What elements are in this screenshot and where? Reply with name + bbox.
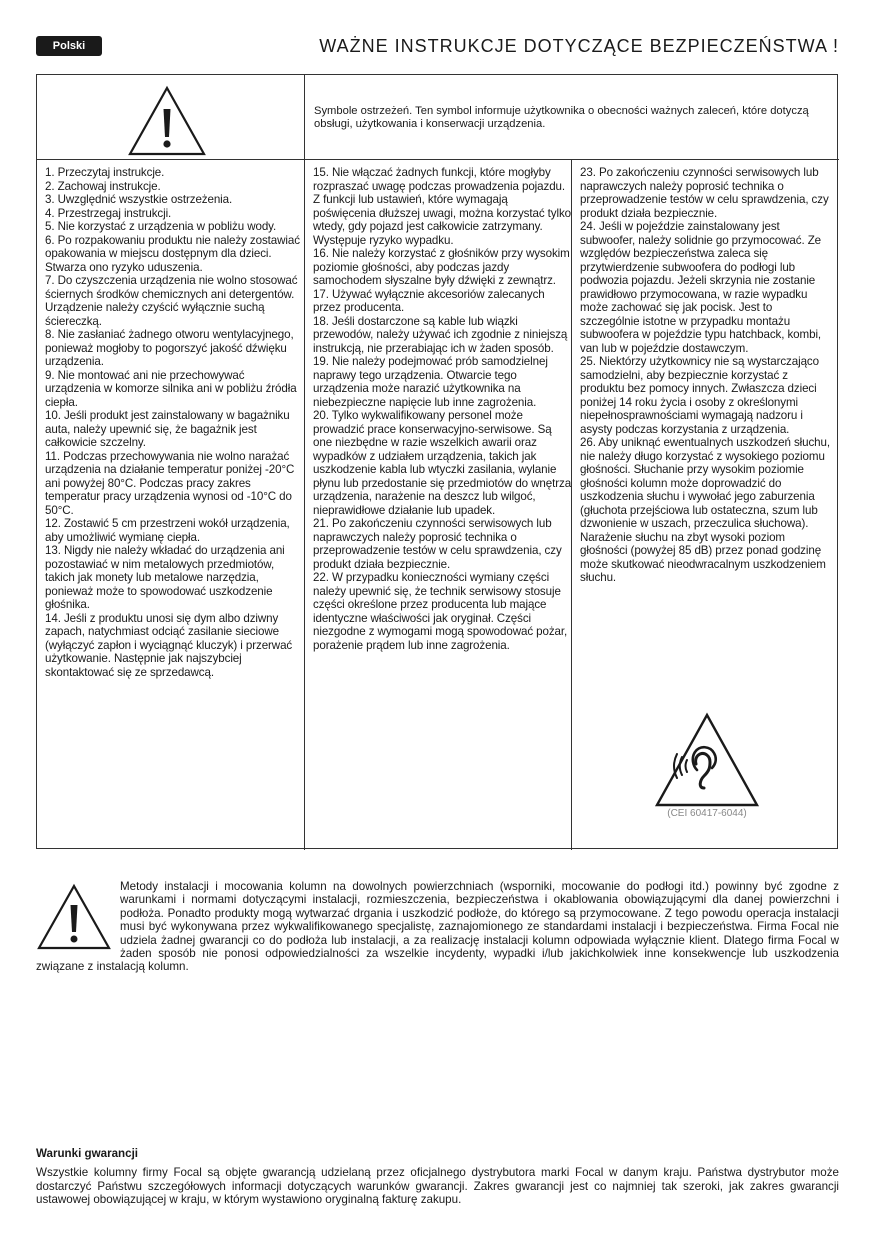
instructions-text-3: 23. Po zakończeniu czynności serwisowych lub naprawczych należy poprosić technika o przeprowadzenie testów w celu sprawdzenia, czy produkt działa bezpiecznie. 24. Jeśli w pojeździe zainstalowany jest subwoofer, należy solidnie go przymocować. Ze względów bezpieczeństwa zaleca się przytwierdzenie subwoofera do podłogi lub podwozia pojazdu. Jeżeli skrzynia nie zostanie prawidłowo przymocowana, w razie wypadku może zachować się jak pocisk. Jest to szczególnie istotne w przypadku montażu subwoofera w pojeździe typu hatchback, kombi, van lub w pojeździe dostawczym. 25. Niektórzy użytkownicy nie są wystarczająco samodzielni, aby bezpiecznie korzystać z produktu bez pomocy innych. Zwłaszcza dzieci poniżej 14 roku życia i osoby z określonymi niepełnosprawnościami wymagają nadzoru i asysty podczas korzystania z urządzenia. 26. Aby uniknąć ewentualnych uszkodzeń słuchu, nie należy długo korzystać z wysokiego poziomu głośności. Słuchanie przy wysokim poziomie głośności kolumn może doprowadzić do uszkodzenia słuchu i wywołać jego zaburzenia (głuchota przejściowa lub ostateczna, szum lub dzwonienie w uszach, przeczulica słuchowa). Narażenie słuchu na zbyt wysoki poziom głośności (powyżej 85 dB) przez ponad godzinę może skutkować nieodwracalnym uszkodzeniem słuchu. [580, 166, 830, 584]
row-divider [37, 159, 839, 160]
language-badge: Polski [36, 36, 102, 56]
instructions-column-1 [45, 166, 303, 679]
instructions-column-3 [580, 166, 834, 585]
hearing-damage-icon [654, 712, 760, 808]
standard-reference: (CEI 60417-6044) [667, 808, 747, 819]
installation-notice-text: Metody instalacji i mocowania kolumn na dowolnych powierzchniach (wsporniki, mocowanie do podłogi itd.) powinny być zgodne z warunkami i normami dotyczącymi instalacji, rozmieszczenia, bezpieczeństwa i okablowania obowiązującymi dla danej powierzchni i podłoża. Ponadto produkty mogą wytwarzać drgania i uszkodzić podłoże, do którego są przymocowane. Z tego powodu operacja instalacji musi być wykonywana przez wykwalifikowanego specjalistę, zaznajomionego ze standardami instalacji i bezpieczeństwa. Firma Focal nie udziela żadnej gwarancji co do podłoża lub instalacji, a za realizację instalacji kolumn odpowiada wyłącznie klient. Dlatego firma Focal w żaden sposób nie ponosi odpowiedzialności za wszelkie incydenty, wypadki i/lub jakichkolwiek inne konsekwencje lub uszkodzenia związane z instalacją kolumn. [36, 880, 839, 974]
warning-symbol-description: Symbole ostrzeżeń. Ten symbol informuje użytkownika o obecności ważnych zaleceń, które dotyczą obsługi, użytkowania i konserwacji urządzenia. [314, 105, 809, 130]
installation-notice [36, 880, 839, 974]
warranty-text: Wszystkie kolumny firmy Focal są objęte gwarancją udzielaną przez oficjalnego dystrybutora marki Focal w danym kraju. Państwa dystrybutor może dostarczyć Państwu szczegółowych informacji dotyczących warunków gwarancji. Zakres gwarancji jest co najmniej tak szeroki, jak zakres gwarancji ustawowej obowiązującej w kraju, w którym wystawiono oryginalną fakturę zakupu. [36, 1166, 839, 1207]
instructions-text-1: 1. Przeczytaj instrukcje. 2. Zachowaj instrukcje. 3. Uwzględnić wszystkie ostrzeżenia. 4. Przestrzegaj instrukcji. 5. Nie korzystać z urządzenia w pobliżu wody. 6. Po rozpakowaniu produktu nie należy zostawiać opakowania w miejscu dostępnym dla dzieci. Stwarza ono ryzyko uduszenia. 7. Do czyszczenia urządzenia nie wolno stosować ściernych środków chemicznych ani detergentów. Urządzenie należy czyścić wyłącznie suchą ściereczką. 8. Nie zasłaniać żadnego otworu wentylacyjnego, ponieważ mogłoby to pogorszyć jakość dźwięku urządzenia. 9. Nie montować ani nie przechowywać urządzenia w komorze silnika ani w pobliżu źródła ciepła. 10. Jeśli produkt jest zainstalowany w bagażniku auta, należy upewnić się, że bagażnik jest całkowicie szczelny. 11. Podczas przechowywania nie wolno narażać urządzenia na działanie temperatur poniżej -20°C ani powyżej 80°C. Podczas pracy zakres temperatur pracy urządzenia wynosi od -10°C do 50°C. 12. Zostawić 5 cm przestrzeni wokół urządzenia, aby umożliwić wymianę ciepła. 13. Nigdy nie należy wkładać do urządzenia ani pozostawiać w nim metalowych przedmiotów, takich jak monety lub metalowe narzędzia, ponieważ może to spowodować uszkodzenie głośnika. 14. Jeśli z produktu unosi się dym albo dziwny zapach, natychmiast odciąć zasilanie sieciowe (wyłączyć zapłon i wyciągnąć kluczyk) i przerwać użytkowanie. Następnie jak najszybciej skontaktować się ze sprzedawcą. [45, 166, 300, 679]
warning-triangle-icon [36, 883, 112, 951]
column-divider [304, 75, 305, 850]
instructions-text-2: 15. Nie włączać żadnych funkcji, które mogłyby rozpraszać uwagę podczas prowadzenia pojazdu. Z funkcji lub ustawień, które wymagają poświęcenia dłuższej uwagi, można korzystać tylko wtedy, gdy pojazd jest całkowicie zatrzymany. Występuje ryzyko wypadku. 16. Nie należy korzystać z głośników przy wysokim poziomie głośności, aby podczas jazdy samochodem słyszalne były dźwięki z zewnątrz. 17. Używać wyłącznie akcesoriów zalecanych przez producenta. 18. Jeśli dostarczone są kable lub wiązki przewodów, należy używać ich zgodnie z niniejszą instrukcją, nie przerabiając ich w żaden sposób. 19. Nie należy podejmować prób samodzielnej naprawy tego urządzenia. Otwarcie tego urządzenia może narazić użytkownika na niebezpieczne napięcie lub inne zagrożenia. 20. Tylko wykwalifikowany personel może prowadzić prace konserwacyjno-serwisowe. Są one niezbędne w razie wszelkich awarii oraz wypadków z udziałem urządzenia, takich jak uszkodzenie kabla lub wtyczki zasilania, wylanie płynu lub przedostanie się przedmiotów do wnętrza urządzenia, narażenie na deszcz lub wilgoć, nieprawidłowe działanie lub upadek. 21. Po zakończeniu czynności serwisowych lub naprawczych należy poprosić technika o przeprowadzenie testów w celu sprawdzenia, czy produkt działa bezpiecznie. 22. W przypadku konieczności wymiany części należy upewnić się, że technik serwisowy stosuje części określone przez producenta lub mające identyczne właściwości jak oryginał. Części niezgodne z wymogami mogą spowodować pożar, porażenie prądem lub inne zagrożenia. [313, 166, 572, 652]
instructions-column-2 [313, 166, 573, 652]
warning-triangle-icon [127, 85, 207, 157]
warranty-heading: Warunki gwarancji [36, 1147, 139, 1160]
safety-instructions-table [36, 74, 838, 849]
page-title: WAŻNE INSTRUKCJE DOTYCZĄCE BEZPIECZEŃSTWA ! [319, 36, 839, 56]
